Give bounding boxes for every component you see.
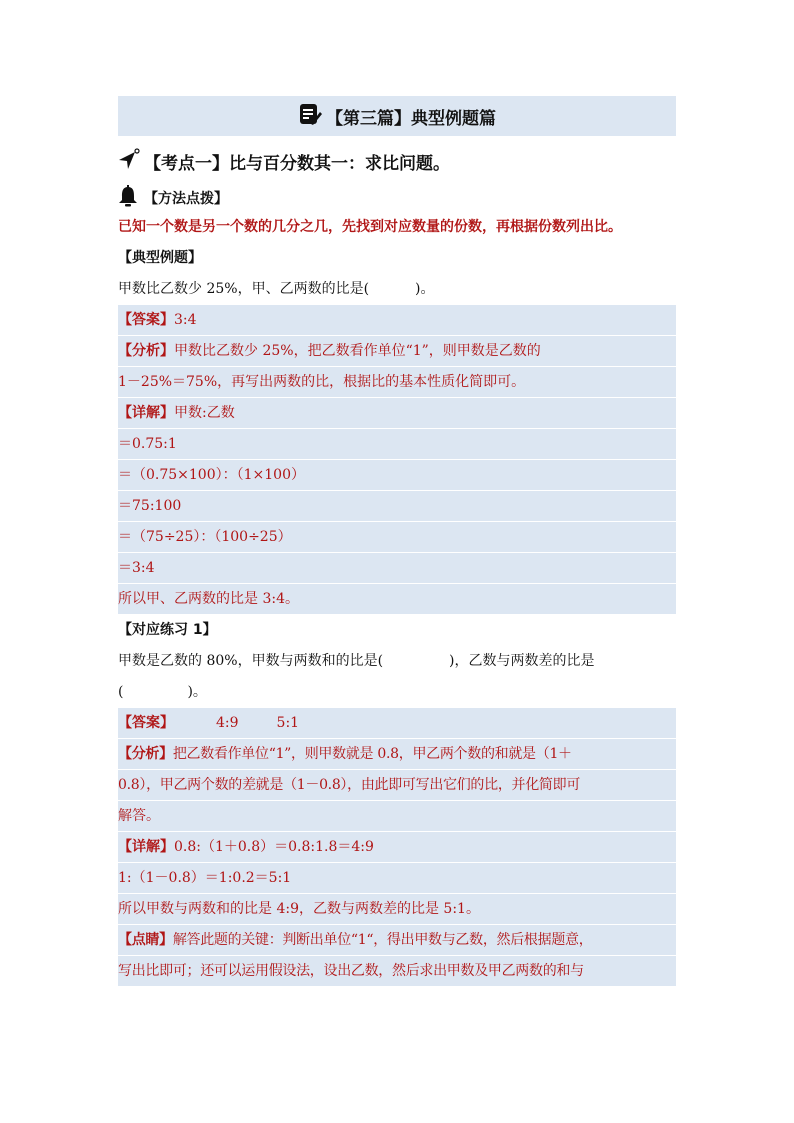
example-analysis-cont: 1－25%＝75%，再写出两数的比，根据比的基本性质化简即可。 <box>118 367 676 398</box>
practice-tip: 【点睛】解答此题的关键：判断出单位“1“，得出甲数与乙数，然后根据题意， <box>118 925 676 956</box>
topic-heading <box>118 148 676 174</box>
topic-title: 【考点一】比与百分数其一：求比问题。 <box>144 153 450 174</box>
example-answer: 【答案】3:4 <box>118 305 676 336</box>
practice-question-cont: ( )。 <box>118 684 207 700</box>
example-detail: 【详解】甲数:乙数 <box>118 398 676 429</box>
example-question: 甲数比乙数少 25%，甲、乙两数的比是( )。 <box>118 281 435 297</box>
practice-heading: 【对应练习 1】 <box>118 622 217 638</box>
solution-step: ＝（75÷25）：（100÷25） <box>118 522 676 553</box>
method-heading-text: 【方法点拨】 <box>144 191 228 207</box>
notes-icon <box>298 102 326 131</box>
practice-answer: 【答案】 4:9 5:1 <box>118 708 676 739</box>
solution-step: ＝75:100 <box>118 491 676 522</box>
bell-icon <box>118 185 144 211</box>
section-banner <box>118 96 676 136</box>
example-analysis: 【分析】甲数比乙数少 25%，把乙数看作单位“1”，则甲数是乙数的 <box>118 336 676 367</box>
practice-analysis-cont: 0.8），甲乙两个数的差就是（1－0.8），由此即可写出它们的比，并化简即可 <box>118 770 676 801</box>
solution-step: ＝0.75:1 <box>118 429 676 460</box>
document-page <box>118 96 676 987</box>
example-heading: 【典型例题】 <box>118 250 202 266</box>
practice-detail: 【详解】0.8:（1＋0.8）＝0.8:1.8＝4:9 <box>118 832 676 863</box>
solution-step: ＝3:4 <box>118 553 676 584</box>
practice-conclusion: 所以甲数与两数和的比是 4:9，乙数与两数差的比是 5:1。 <box>118 894 676 925</box>
example-conclusion: 所以甲、乙两数的比是 3:4。 <box>118 584 676 615</box>
method-text: 已知一个数是另一个数的几分之几，先找到对应数量的份数，再根据份数列出比。 <box>118 219 622 235</box>
practice-analysis: 【分析】把乙数看作单位“1”，则甲数就是 0.8，甲乙两个数的和就是（1＋ <box>118 739 676 770</box>
practice-tip-cont: 写出比即可；还可以运用假设法，设出乙数，然后求出甲数及甲乙两数的和与 <box>118 956 676 987</box>
practice-question: 甲数是乙数的 80%，甲数与两数和的比是( )，乙数与两数差的比是 <box>118 653 595 669</box>
navigation-arrow-icon <box>118 148 144 175</box>
practice-detail-step: 1:（1－0.8）＝1:0.2＝5:1 <box>118 863 676 894</box>
solution-step: ＝（0.75×100）：（1×100） <box>118 460 676 491</box>
section-title: 【第三篇】典型例题篇 <box>326 108 496 129</box>
method-heading <box>118 186 676 210</box>
practice-analysis-end: 解答。 <box>118 801 676 832</box>
